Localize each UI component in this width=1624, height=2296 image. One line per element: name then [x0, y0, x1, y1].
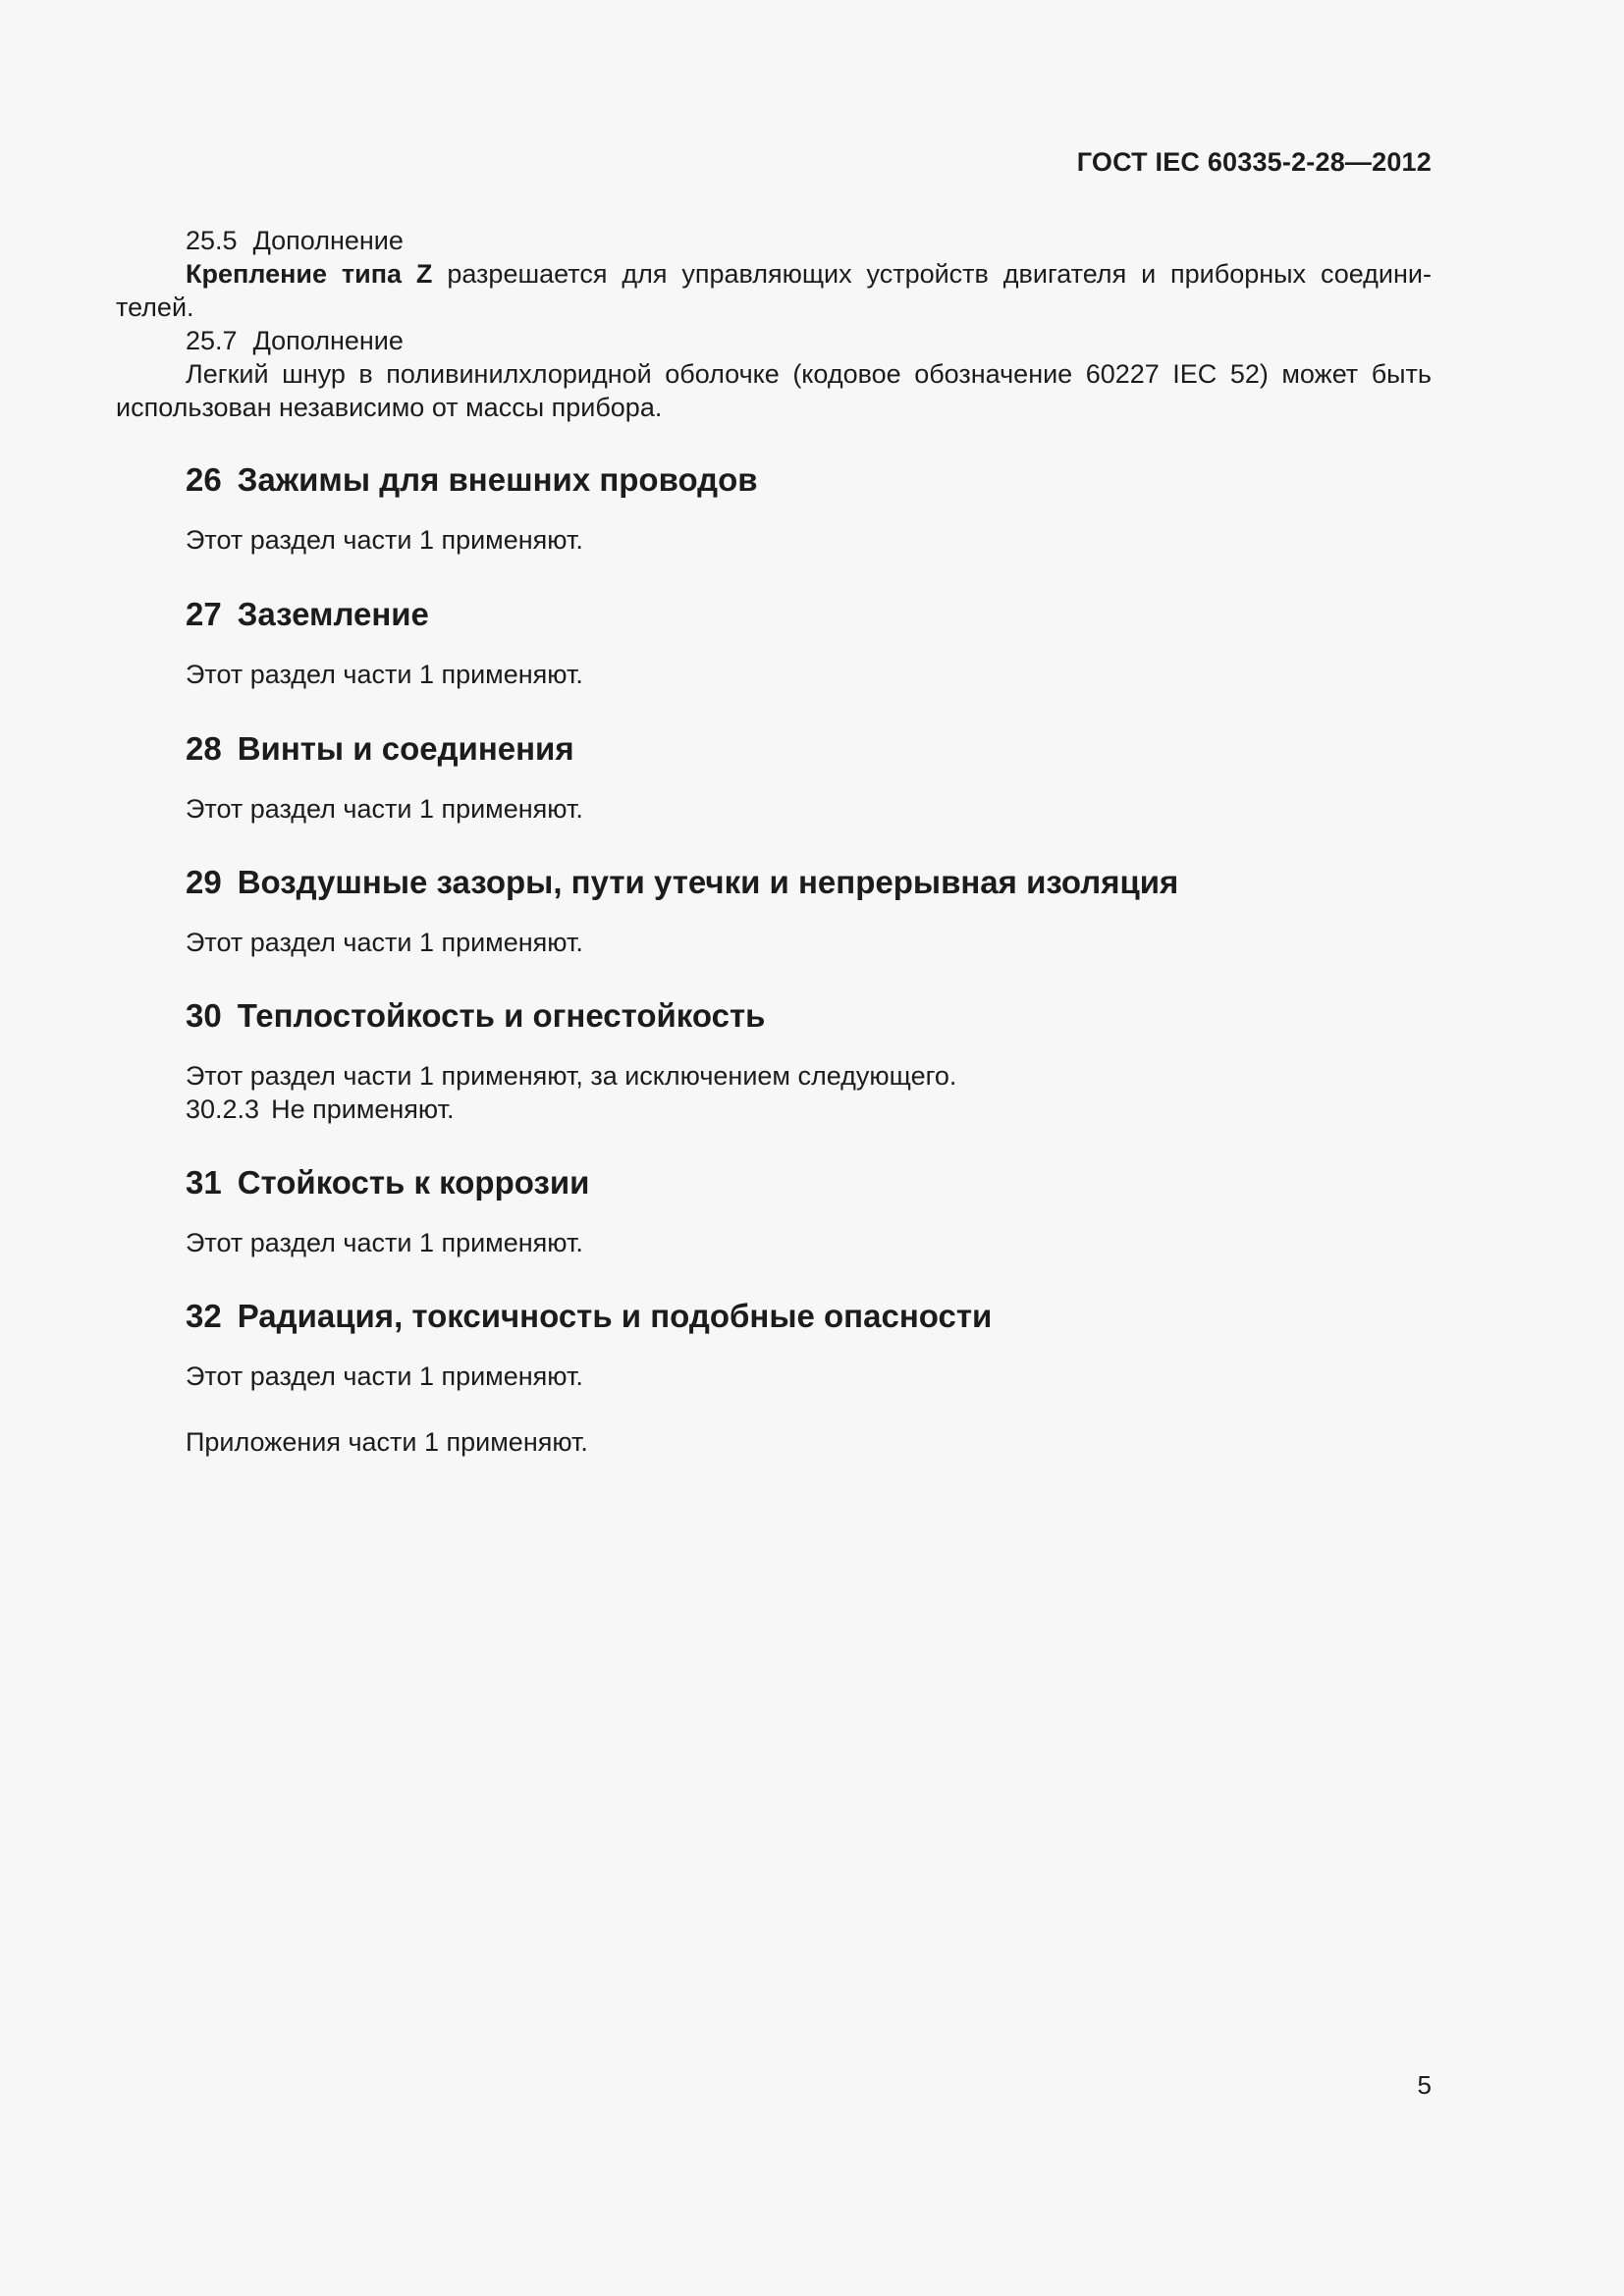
- section-text-30: Этот раздел части 1 применяют, за исключением следующего.: [186, 1061, 957, 1091]
- paragraph-text: разрешается для управляющих устройств двигателя и приборных соедини-телей.: [116, 259, 1433, 322]
- section-number: 26: [186, 461, 222, 498]
- section-heading-30: [186, 996, 765, 1036]
- clause-number: 25.5: [186, 226, 238, 255]
- clause-25-5-paragraph: [116, 257, 1432, 324]
- clause-title: Дополнение: [252, 226, 404, 255]
- clause-25-7-heading: [116, 324, 1432, 357]
- section-title: Зажимы для внешних проводов: [237, 461, 758, 498]
- clause-number: 25.7: [186, 326, 238, 355]
- subclause-30-2-3: [186, 1093, 454, 1126]
- section-number: 27: [186, 596, 222, 632]
- clause-title: Дополнение: [252, 326, 404, 355]
- section-heading-32: [186, 1297, 992, 1336]
- document-page: [116, 0, 1432, 2296]
- bold-term: Крепление типа Z: [186, 259, 433, 289]
- section-title: Винты и соединения: [237, 730, 574, 767]
- document-header: ГОСТ IEC 60335-2-28—2012: [1076, 147, 1432, 177]
- section-heading-31: [186, 1163, 589, 1202]
- section-text-29: Этот раздел части 1 применяют.: [186, 928, 583, 957]
- section-title: Заземление: [237, 596, 429, 632]
- subclause-number: 30.2.3: [186, 1095, 260, 1124]
- section-title: Радиация, токсичность и подобные опасности: [237, 1298, 993, 1334]
- annex-note: Приложения части 1 применяют.: [186, 1427, 588, 1457]
- clause-25-block: [116, 224, 1432, 424]
- section-number: 29: [186, 864, 222, 900]
- section-number: 31: [186, 1164, 222, 1201]
- page-number: 5: [1417, 2070, 1432, 2100]
- section-heading-26: [186, 460, 758, 500]
- section-title: Воздушные зазоры, пути утечки и непрерывная изоляция: [237, 864, 1179, 900]
- section-text-28: Этот раздел части 1 применяют.: [186, 794, 583, 824]
- section-heading-27: [186, 595, 429, 634]
- section-text-31: Этот раздел части 1 применяют.: [186, 1228, 583, 1257]
- section-number: 30: [186, 997, 222, 1034]
- section-text-32: Этот раздел части 1 применяют.: [186, 1362, 583, 1391]
- section-title: Теплостойкость и огнестойкость: [237, 997, 766, 1034]
- section-number: 32: [186, 1298, 222, 1334]
- section-heading-29: [186, 863, 1178, 902]
- section-text-27: Этот раздел части 1 применяют.: [186, 660, 583, 689]
- section-title: Стойкость к коррозии: [237, 1164, 590, 1201]
- clause-25-5-heading: [116, 224, 1432, 257]
- subclause-text: Не применяют.: [271, 1095, 455, 1124]
- section-heading-28: [186, 729, 574, 769]
- clause-25-7-paragraph: Легкий шнур в поливинилхлоридной оболочке (кодовое обозначение 60227 IEC 52) может быть использован независимо от массы прибора.: [116, 359, 1432, 422]
- section-text-26: Этот раздел части 1 применяют.: [186, 525, 583, 555]
- section-number: 28: [186, 730, 222, 767]
